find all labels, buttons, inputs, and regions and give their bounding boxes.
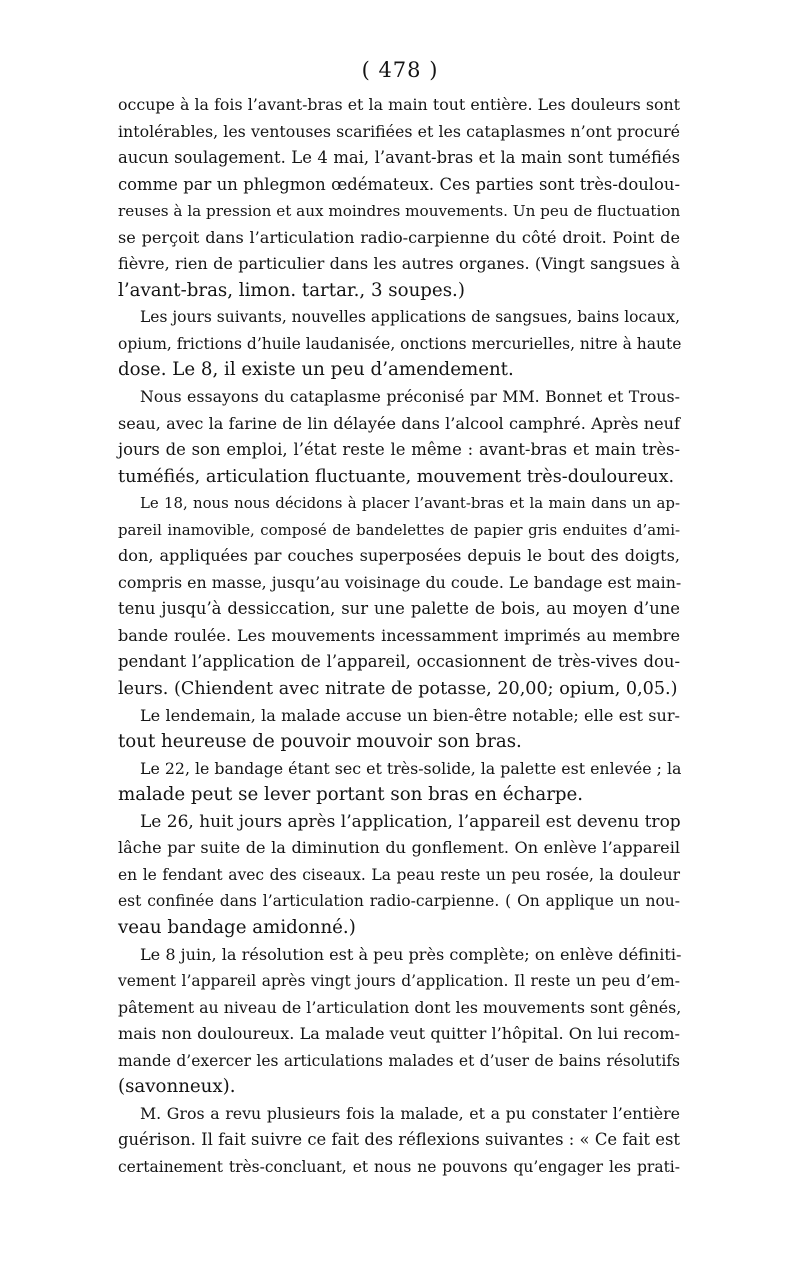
text-line: Le 26, huit jours après l’application, l’appareil est devenu trop [140,811,681,832]
text-line: pâtement au niveau de l’articulation dont les mouvements sont gênés, [118,997,682,1017]
text-line: malade peut se lever portant son bras en écharpe. [118,784,584,806]
text-line: occupe à la fois l’avant-bras et la main tout entière. Les douleurs sont [118,95,680,114]
body-text [118,92,680,1180]
text-line: Nous essayons du cataplasme préconisé par MM. Bonnet et Trous- [140,387,680,407]
text-line: comme par un phlegmon œdémateux. Ces parties sont très-doulou- [118,174,680,194]
text-line: seau, avec la farine de lin délayée dans l’alcool camphré. Après neuf [118,413,680,433]
text-line: leurs. (Chiendent avec nitrate de potasse, 20,00; opium, 0,05.) [118,679,678,700]
text-line: (savonneux). [118,1076,236,1098]
text-line: vement l’appareil après vingt jours d’application. Il reste un peu d’em- [118,972,680,991]
text-line: jours de son emploi, l’état reste le même : avant-bras et main très- [118,440,680,460]
page-number: ( 478 ) [361,58,439,82]
text-line: guérison. Il fait suivre ce fait des réflexions suivantes : « Ce fait est [118,1130,680,1150]
text-line: l’avant-bras, limon. tartar., 3 soupes.) [118,279,465,301]
text-line: est confinée dans l’articulation radio-carpienne. ( On applique un nou- [118,892,680,911]
text-line: mande d’exercer les articulations malades et d’user de bains résolutifs [118,1051,680,1070]
text-line: Le lendemain, la malade accuse un bien-être notable; elle est sur- [140,705,680,725]
text-line: bande roulée. Les mouvements incessamment imprimés au membre [118,625,680,645]
text-line: fièvre, rien de particulier dans les autres organes. (Vingt sangsues à [118,254,680,274]
text-line: veau bandage amidonné.) [118,916,356,938]
text-line: tout heureuse de pouvoir mouvoir son bras. [118,731,522,753]
text-line: dose. Le 8, il existe un peu d’amendement. [118,359,514,381]
text-line: Le 22, le bandage étant sec et très-solide, la palette est enlevée ; la [140,758,682,778]
text-line: reuses à la pression et aux moindres mouvements. Un peu de fluctuation [118,202,681,221]
text-line: certainement très-concluant, et nous ne pouvons qu’engager les prati- [118,1157,680,1176]
text-line: intolérables, les ventouses scarifiées et les cataplasmes n’ont procuré [118,121,680,141]
text-line: M. Gros a revu plusieurs fois la malade, et a pu constater l’entière [140,1103,680,1123]
text-line: Les jours suivants, nouvelles applications de sangsues, bains locaux, [140,308,681,327]
text-line: mais non douloureux. La malade veut quitter l’hôpital. On lui recom- [118,1024,680,1044]
text-line: en le fendant avec des ciseaux. La peau reste un peu rosée, la douleur [118,865,680,884]
text-line: se perçoit dans l’articulation radio-carpienne du côté droit. Point de [118,227,680,247]
text-line: tenu jusqu’à dessiccation, sur une palette de bois, au moyen d’une [118,599,680,619]
text-line: opium, frictions d’huile laudanisée, onctions mercurielles, nitre à haute [118,334,682,353]
text-line: don, appliquées par couches superposées depuis le bout des doigts, [118,546,680,566]
text-line: aucun soulagement. Le 4 mai, l’avant-bras et la main sont tuméfiés [118,148,680,168]
text-line: pareil inamovible, composé de bandelettes de papier gris enduites d’ami- [118,520,680,539]
text-line: lâche par suite de la diminution du gonflement. On enlève l’appareil [118,838,680,858]
text-line: tuméfiés, articulation fluctuante, mouvement très-douloureux. [118,466,675,487]
text-line: Le 18, nous nous décidons à placer l’avant-bras et la main dans un ap- [140,494,680,513]
text-line: Le 8 juin, la résolution est à peu près complète; on enlève définiti- [140,944,682,964]
text-line: compris en masse, jusqu’au voisinage du coude. Le bandage est main- [118,572,682,592]
text-line: pendant l’application de l’appareil, occasionnent de très-vives dou- [118,652,680,672]
